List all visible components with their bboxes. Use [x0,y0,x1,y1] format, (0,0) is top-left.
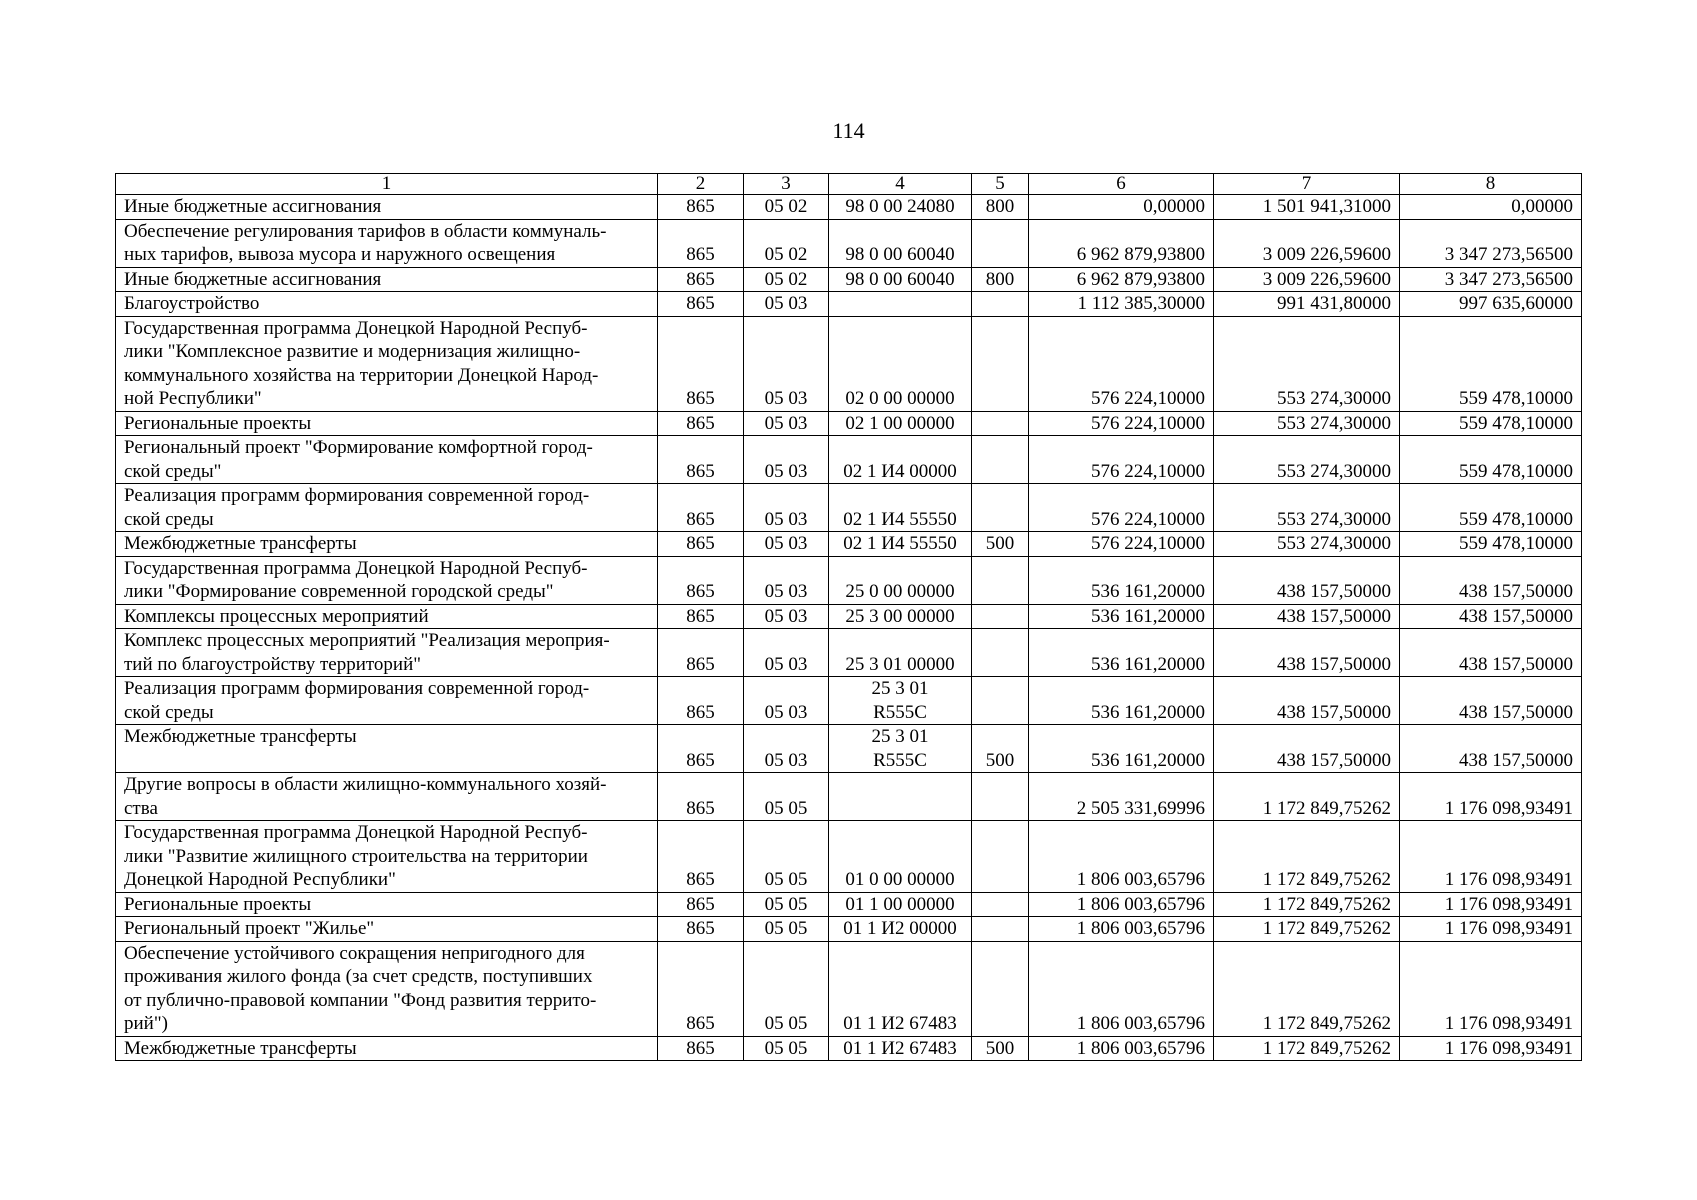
table-row [116,316,1582,411]
admin-code: 865 [658,773,744,821]
admin-code: 865 [658,556,744,604]
section-code: 05 05 [744,917,829,942]
amount-col-7: 1 172 849,75262 [1214,773,1400,821]
expense-type-code: 800 [972,267,1029,292]
column-number-8: 8 [1400,174,1582,195]
expense-type-code [972,629,1029,677]
admin-code: 865 [658,629,744,677]
page-number: 114 [832,118,865,143]
amount-col-7: 1 172 849,75262 [1214,821,1400,893]
section-code: 05 02 [744,267,829,292]
target-article-code: 02 1 И4 55550 [829,484,972,532]
amount-col-7: 553 274,30000 [1214,484,1400,532]
column-number-header-row [116,174,1582,195]
admin-code: 865 [658,532,744,557]
admin-code: 865 [658,195,744,220]
target-article-code [829,773,972,821]
table-row [116,941,1582,1036]
amount-col-6: 536 161,20000 [1029,629,1214,677]
row-name: Государственная программа Донецкой Народной Респуб- лики "Развитие жилищного строительства на территории Донецкой Народной Республики" [116,821,658,893]
admin-code: 865 [658,316,744,411]
section-code: 05 03 [744,484,829,532]
expense-type-code: 500 [972,532,1029,557]
amount-col-6: 1 806 003,65796 [1029,1036,1214,1061]
section-code: 05 03 [744,629,829,677]
section-code: 05 03 [744,556,829,604]
row-name: Региональные проекты [116,892,658,917]
row-name: Межбюджетные трансферты [116,532,658,557]
amount-col-8: 559 478,10000 [1400,316,1582,411]
amount-col-6: 1 112 385,30000 [1029,292,1214,317]
amount-col-7: 991 431,80000 [1214,292,1400,317]
row-name: Комплекс процессных мероприятий "Реализация мероприя- тий по благоустройству территорий" [116,629,658,677]
amount-col-7: 553 274,30000 [1214,436,1400,484]
amount-col-6: 576 224,10000 [1029,411,1214,436]
admin-code: 865 [658,677,744,725]
column-number-7: 7 [1214,174,1400,195]
amount-col-6: 6 962 879,93800 [1029,219,1214,267]
column-number-5: 5 [972,174,1029,195]
expense-type-code [972,604,1029,629]
expense-type-code [972,219,1029,267]
budget-table [115,173,1582,1061]
expense-type-code [972,941,1029,1036]
target-article-code: 01 1 И2 00000 [829,917,972,942]
expense-type-code [972,484,1029,532]
row-name: Благоустройство [116,292,658,317]
row-name: Государственная программа Донецкой Народной Респуб- лики "Комплексное развитие и модернизация жилищно- коммунального хозяйства на территории Донецкой Народ- ной Республики" [116,316,658,411]
amount-col-8: 559 478,10000 [1400,484,1582,532]
row-name: Региональные проекты [116,411,658,436]
amount-col-7: 553 274,30000 [1214,411,1400,436]
table-row [116,532,1582,557]
expense-type-code [972,892,1029,917]
row-name: Реализация программ формирования современной город- ской среды [116,484,658,532]
expense-type-code: 500 [972,1036,1029,1061]
amount-col-7: 3 009 226,59600 [1214,267,1400,292]
amount-col-8: 1 176 098,93491 [1400,892,1582,917]
target-article-code: 01 1 И2 67483 [829,941,972,1036]
amount-col-6: 1 806 003,65796 [1029,821,1214,893]
target-article-code: 01 1 00 00000 [829,892,972,917]
amount-col-8: 438 157,50000 [1400,604,1582,629]
table-row [116,219,1582,267]
target-article-code: 02 1 00 00000 [829,411,972,436]
row-name: Иные бюджетные ассигнования [116,267,658,292]
target-article-code: 25 3 00 00000 [829,604,972,629]
table-row [116,195,1582,220]
target-article-code: 25 3 01 R555C [829,677,972,725]
amount-col-7: 438 157,50000 [1214,677,1400,725]
section-code: 05 03 [744,411,829,436]
table-row [116,267,1582,292]
row-name: Обеспечение регулирования тарифов в области коммуналь- ных тарифов, вывоза мусора и наружного освещения [116,219,658,267]
expense-type-code: 500 [972,725,1029,773]
amount-col-6: 1 806 003,65796 [1029,892,1214,917]
column-number-3: 3 [744,174,829,195]
amount-col-8: 438 157,50000 [1400,677,1582,725]
amount-col-7: 438 157,50000 [1214,604,1400,629]
row-name: Другие вопросы в области жилищно-коммунального хозяй- ства [116,773,658,821]
target-article-code: 98 0 00 60040 [829,219,972,267]
target-article-code: 25 3 01 00000 [829,629,972,677]
amount-col-8: 1 176 098,93491 [1400,941,1582,1036]
amount-col-7: 3 009 226,59600 [1214,219,1400,267]
column-number-2: 2 [658,174,744,195]
amount-col-8: 1 176 098,93491 [1400,917,1582,942]
row-name: Межбюджетные трансферты [116,725,658,773]
amount-col-7: 438 157,50000 [1214,725,1400,773]
table-row [116,292,1582,317]
section-code: 05 03 [744,532,829,557]
section-code: 05 05 [744,1036,829,1061]
admin-code: 865 [658,484,744,532]
expense-type-code [972,292,1029,317]
amount-col-8: 438 157,50000 [1400,629,1582,677]
table-row [116,917,1582,942]
table-row [116,604,1582,629]
amount-col-7: 1 172 849,75262 [1214,1036,1400,1061]
expense-type-code [972,436,1029,484]
admin-code: 865 [658,941,744,1036]
target-article-code: 98 0 00 24080 [829,195,972,220]
section-code: 05 03 [744,677,829,725]
expense-type-code [972,316,1029,411]
expense-type-code [972,773,1029,821]
amount-col-8: 559 478,10000 [1400,411,1582,436]
table-row [116,411,1582,436]
amount-col-8: 1 176 098,93491 [1400,773,1582,821]
admin-code: 865 [658,892,744,917]
amount-col-8: 559 478,10000 [1400,436,1582,484]
amount-col-6: 2 505 331,69996 [1029,773,1214,821]
row-name: Межбюджетные трансферты [116,1036,658,1061]
admin-code: 865 [658,821,744,893]
row-name: Реализация программ формирования современной город- ской среды [116,677,658,725]
section-code: 05 03 [744,436,829,484]
row-name: Региональный проект "Формирование комфортной город- ской среды" [116,436,658,484]
admin-code: 865 [658,436,744,484]
amount-col-8: 1 176 098,93491 [1400,821,1582,893]
amount-col-7: 553 274,30000 [1214,316,1400,411]
column-number-6: 6 [1029,174,1214,195]
amount-col-6: 6 962 879,93800 [1029,267,1214,292]
section-code: 05 03 [744,725,829,773]
amount-col-6: 576 224,10000 [1029,532,1214,557]
row-name: Иные бюджетные ассигнования [116,195,658,220]
amount-col-7: 1 501 941,31000 [1214,195,1400,220]
expense-type-code: 800 [972,195,1029,220]
amount-col-8: 559 478,10000 [1400,532,1582,557]
amount-col-7: 438 157,50000 [1214,556,1400,604]
amount-col-7: 1 172 849,75262 [1214,941,1400,1036]
amount-col-8: 997 635,60000 [1400,292,1582,317]
amount-col-7: 1 172 849,75262 [1214,917,1400,942]
amount-col-6: 0,00000 [1029,195,1214,220]
amount-col-6: 1 806 003,65796 [1029,917,1214,942]
expense-type-code [972,677,1029,725]
table-row [116,725,1582,773]
target-article-code: 01 1 И2 67483 [829,1036,972,1061]
amount-col-7: 553 274,30000 [1214,532,1400,557]
section-code: 05 05 [744,892,829,917]
target-article-code: 02 1 И4 00000 [829,436,972,484]
admin-code: 865 [658,725,744,773]
expense-type-code [972,556,1029,604]
amount-col-8: 0,00000 [1400,195,1582,220]
section-code: 05 05 [744,821,829,893]
admin-code: 865 [658,917,744,942]
amount-col-6: 576 224,10000 [1029,436,1214,484]
section-code: 05 03 [744,316,829,411]
amount-col-6: 536 161,20000 [1029,556,1214,604]
row-name: Комплексы процессных мероприятий [116,604,658,629]
amount-col-6: 576 224,10000 [1029,316,1214,411]
amount-col-7: 1 172 849,75262 [1214,892,1400,917]
target-article-code: 02 0 00 00000 [829,316,972,411]
target-article-code: 01 0 00 00000 [829,821,972,893]
admin-code: 865 [658,219,744,267]
expense-type-code [972,917,1029,942]
admin-code: 865 [658,604,744,629]
amount-col-6: 536 161,20000 [1029,604,1214,629]
amount-col-6: 576 224,10000 [1029,484,1214,532]
amount-col-8: 3 347 273,56500 [1400,267,1582,292]
row-name: Государственная программа Донецкой Народной Респуб- лики "Формирование современной городской среды" [116,556,658,604]
amount-col-7: 438 157,50000 [1214,629,1400,677]
table-row [116,892,1582,917]
expense-type-code [972,821,1029,893]
section-code: 05 02 [744,195,829,220]
amount-col-6: 536 161,20000 [1029,725,1214,773]
admin-code: 865 [658,411,744,436]
target-article-code [829,292,972,317]
table-row [116,484,1582,532]
target-article-code: 02 1 И4 55550 [829,532,972,557]
target-article-code: 25 3 01 R555C [829,725,972,773]
amount-col-8: 438 157,50000 [1400,556,1582,604]
amount-col-8: 438 157,50000 [1400,725,1582,773]
admin-code: 865 [658,1036,744,1061]
table-row [116,556,1582,604]
amount-col-8: 1 176 098,93491 [1400,1036,1582,1061]
section-code: 05 05 [744,773,829,821]
admin-code: 865 [658,267,744,292]
target-article-code: 25 0 00 00000 [829,556,972,604]
section-code: 05 05 [744,941,829,1036]
amount-col-8: 3 347 273,56500 [1400,219,1582,267]
row-name: Региональный проект "Жилье" [116,917,658,942]
section-code: 05 03 [744,604,829,629]
expense-type-code [972,411,1029,436]
amount-col-6: 1 806 003,65796 [1029,941,1214,1036]
table-row [116,436,1582,484]
amount-col-6: 536 161,20000 [1029,677,1214,725]
table-row [116,821,1582,893]
row-name: Обеспечение устойчивого сокращения непригодного для проживания жилого фонда (за счет средств, поступивших от публично-правовой компании "Фонд развития террито- рий") [116,941,658,1036]
table-row [116,773,1582,821]
section-code: 05 02 [744,219,829,267]
table-row [116,677,1582,725]
target-article-code: 98 0 00 60040 [829,267,972,292]
admin-code: 865 [658,292,744,317]
table-row [116,629,1582,677]
column-number-4: 4 [829,174,972,195]
table-row [116,1036,1582,1061]
column-number-1: 1 [116,174,658,195]
section-code: 05 03 [744,292,829,317]
